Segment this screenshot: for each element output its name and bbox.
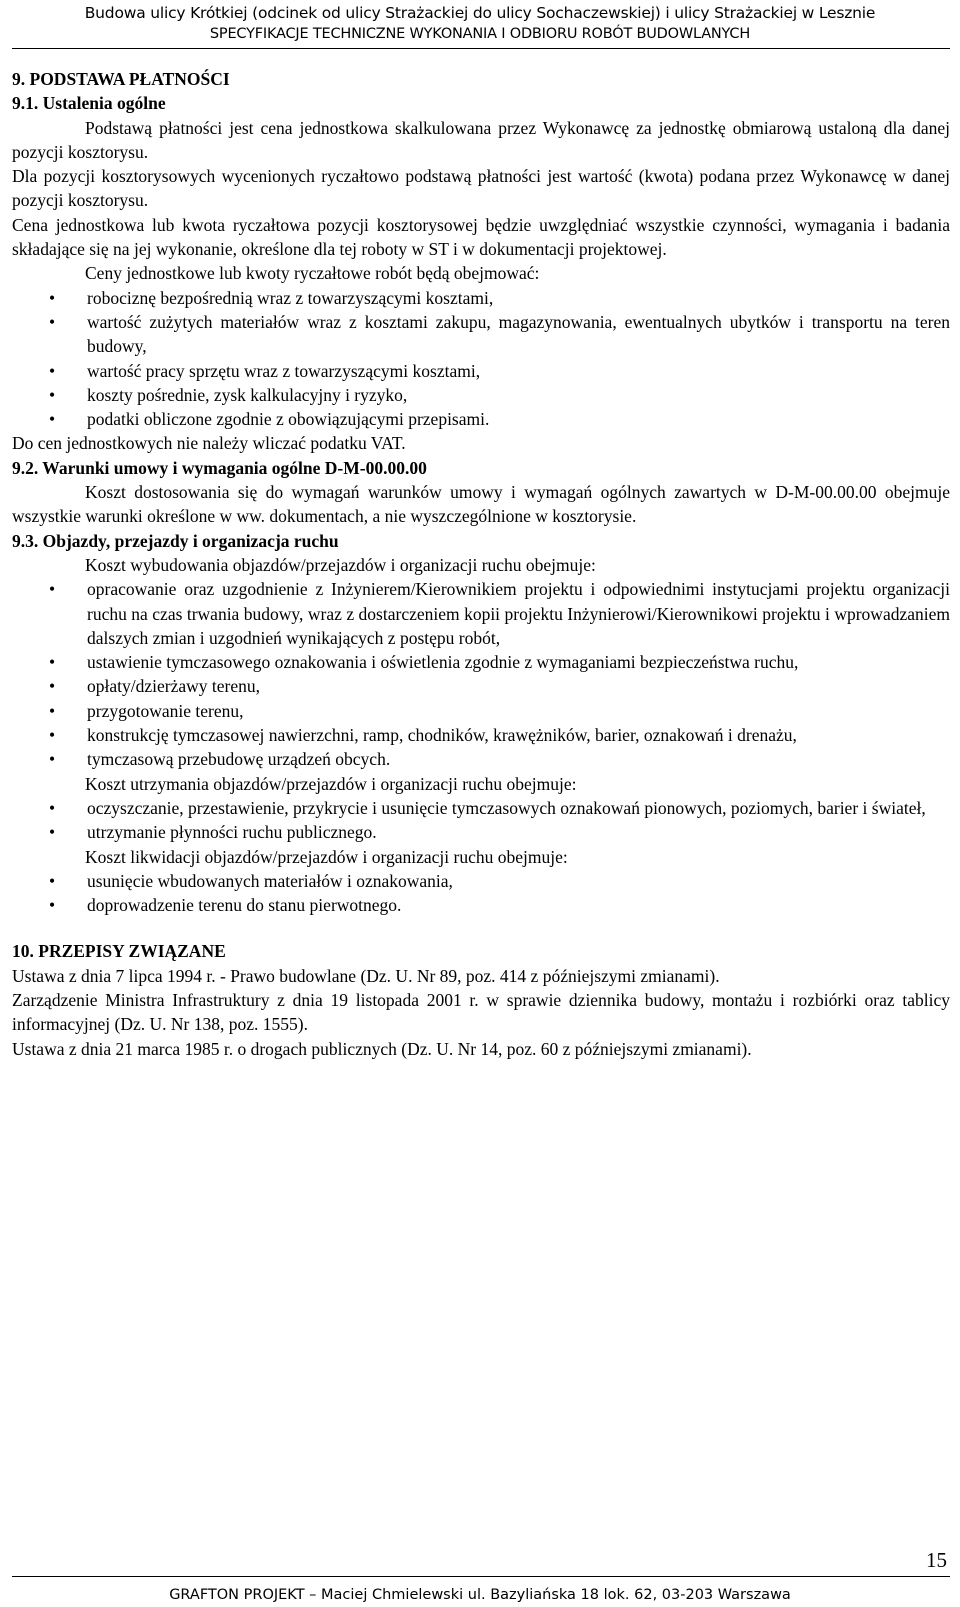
paragraph: Dla pozycji kosztorysowych wycenionych ryczałtowo podstawą płatności jest wartość (kwota) podana przez Wykonawcę w danej pozycji kosztorysu.	[12, 166, 950, 211]
paragraph: Ustawa z dnia 21 marca 1985 r. o drogach publicznych (Dz. U. Nr 14, poz. 60 z późniejszymi zmianami).	[12, 1038, 752, 1059]
list-item: • przygotowanie terenu,	[12, 699, 950, 723]
section-9-heading: 9. PODSTAWA PŁATNOŚCI	[12, 69, 230, 89]
section-9-1-heading: 9.1. Ustalenia ogólne	[12, 93, 166, 114]
list-item: • tymczasową przebudowę urządzeń obcych.	[12, 747, 950, 771]
paragraph: Cena jednostkowa lub kwota ryczałtowa pozycji kosztorysowej będzie uwzględniać wszystkie czynności, wymagania i badania składające się na jej wykonanie, określone dla tej roboty w ST i w dokumentacji projektowej.	[12, 214, 950, 260]
list-item: • oczyszczanie, przestawienie, przykrycie i usunięcie tymczasowych oznakowań pionowych, poziomych, barier i świateł,	[12, 796, 950, 820]
document-body	[12, 67, 950, 1061]
bullet-list	[12, 577, 950, 771]
section-9-2-heading: 9.2. Warunki umowy i wymagania ogólne D-M-00.00.00	[12, 457, 427, 478]
paragraph: Koszt dostosowania się do wymagań warunków umowy i wymagań ogólnych zawartych w D-M-00.00.00 obejmuje wszystkie warunki określone w ww. dokumentach, a nie wyszczególnione w kosztorysie.	[12, 482, 950, 527]
list-item: • usunięcie wbudowanych materiałów i oznakowania,	[12, 869, 950, 893]
list-item: • opracowanie oraz uzgodnienie z Inżynierem/Kierownikiem projektu i odpowiednimi instytucjami projektu organizacji ruchu na czas trwania budowy, wraz z dostarczeniem kopii projektu Inżynierowi/Kierownikowi projektu i wprowadzaniem dalszych zmian i uzgodnień wynikających z postępu robót,	[12, 577, 950, 650]
bullet-list	[12, 869, 950, 918]
list-intro: Koszt likwidacji objazdów/przejazdów i organizacji ruchu obejmuje:	[85, 846, 568, 867]
list-item: • konstrukcję tymczasowej nawierzchni, ramp, chodników, krawężników, barier, oznakowań i drenażu,	[12, 723, 950, 747]
section-10-heading: 10. PRZEPISY ZWIĄZANE	[12, 941, 226, 962]
footer-text: GRAFTON PROJEKT – Maciej Chmielewski ul. Bazyliańska 18 lok. 62, 03-203 Warszawa	[169, 1587, 791, 1603]
paragraph: Ustawa z dnia 7 lipca 1994 r. - Prawo budowlane (Dz. U. Nr 89, poz. 414 z późniejszymi zmianami).	[12, 965, 720, 986]
header-subtitle: SPECYFIKACJE TECHNICZNE WYKONANIA I ODBIORU ROBÓT BUDOWLANYCH	[209, 26, 751, 42]
bullet-list	[12, 796, 950, 845]
list-item: • doprowadzenie terenu do stanu pierwotnego.	[12, 893, 950, 917]
list-item: • wartość zużytych materiałów wraz z kosztami zakupu, magazynowania, ewentualnych ubytków i transportu na teren budowy,	[12, 310, 950, 359]
paragraph: Do cen jednostkowych nie należy wliczać podatku VAT.	[12, 433, 406, 454]
list-intro: Koszt utrzymania objazdów/przejazdów i organizacji ruchu obejmuje:	[85, 773, 577, 794]
list-intro: Koszt wybudowania objazdów/przejazdów i organizacji ruchu obejmuje:	[85, 554, 596, 575]
list-item: • opłaty/dzierżawy terenu,	[12, 674, 950, 698]
list-item: • ustawienie tymczasowego oznakowania i oświetlenia zgodnie z wymaganiami bezpieczeństwa ruchu,	[12, 650, 950, 674]
list-item: • wartość pracy sprzętu wraz z towarzyszącymi kosztami,	[12, 359, 950, 383]
bullet-list	[12, 286, 950, 432]
footer-divider	[12, 1576, 950, 1577]
list-intro: Ceny jednostkowe lub kwoty ryczałtowe robót będą obejmować:	[85, 263, 540, 284]
list-item: • podatki obliczone zgodnie z obowiązującymi przepisami.	[12, 407, 950, 431]
list-item: • koszty pośrednie, zysk kalkulacyjny i ryzyko,	[12, 383, 950, 407]
header-title: Budowa ulicy Krótkiej (odcinek od ulicy Strażackiej do ulicy Sochaczewskiej) i ulicy Strażackiej w Lesznie	[84, 4, 876, 22]
list-item: • utrzymanie płynności ruchu publicznego.	[12, 820, 950, 844]
page-number: 15	[926, 1548, 947, 1572]
section-spacer	[12, 917, 950, 939]
list-item: • robociznę bezpośrednią wraz z towarzyszącymi kosztami,	[12, 286, 950, 310]
paragraph: Zarządzenie Ministra Infrastruktury z dnia 19 listopada 2001 r. w sprawie dziennika budowy, montażu i rozbiórki oraz tablicy informacyjnej (Dz. U. Nr 138, poz. 1555).	[12, 989, 950, 1035]
header-divider	[12, 48, 950, 49]
section-9-3-heading: 9.3. Objazdy, przejazdy i organizacja ruchu	[12, 530, 339, 551]
paragraph: Podstawą płatności jest cena jednostkowa skalkulowana przez Wykonawcę za jednostkę obmiarową ustaloną dla danej pozycji kosztorysu.	[12, 117, 950, 162]
